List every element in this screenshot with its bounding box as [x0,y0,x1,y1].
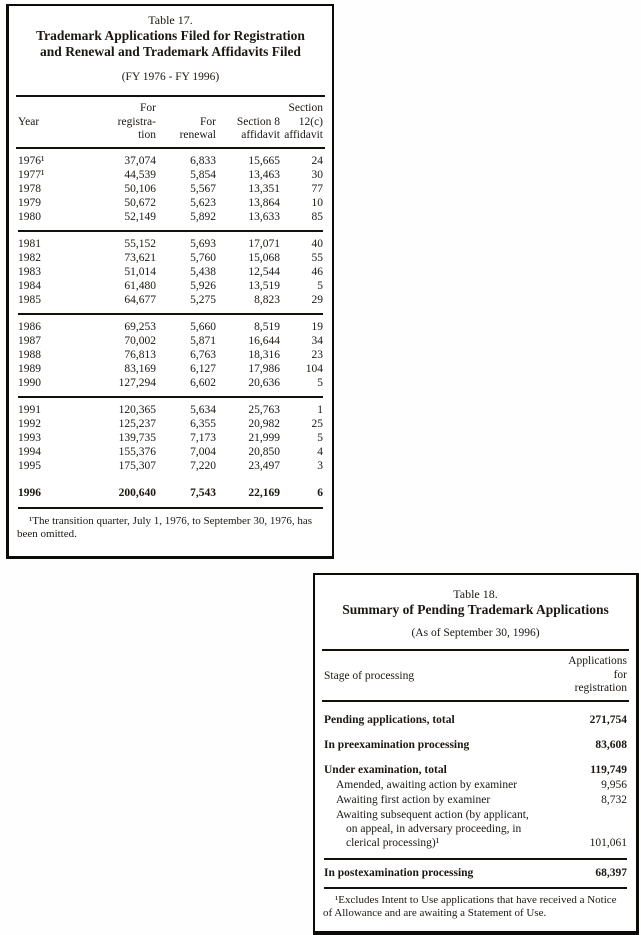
stage-row [324,713,627,727]
value-cell: 6,833 [190,154,216,167]
value-cell: 200,640 [118,486,156,499]
value-cell: 30 [311,168,323,181]
year-cell: 1993 [18,431,41,444]
table-row [18,403,323,417]
value-cell: 52,149 [124,210,156,223]
value-cell: 5,926 [190,279,216,292]
year-cell: 1983 [18,265,41,278]
applications-for-registration-header: Applications for registration [568,655,627,694]
stage-label-line: Awaiting subsequent action (by applicant, [336,808,529,821]
value-cell: 5,854 [190,168,216,181]
table-row [18,486,323,500]
stage-row [324,793,627,807]
stage-row [324,858,627,880]
year-cell: 1990 [18,376,41,389]
table-row [18,265,323,279]
value-cell: 6,355 [190,417,216,430]
table-row [18,168,323,182]
value-cell: 6,127 [190,362,216,375]
value-cell: 7,220 [190,459,216,472]
year-cell: 1994 [18,445,41,458]
value-cell: 7,543 [190,486,216,499]
table-18-footnote: ¹Excludes Intent to Use applications that have received a Notice of Allowance and are awaiting a Statement of Use. [323,893,617,919]
value-cell: 34 [311,334,323,347]
table-row [18,362,323,376]
value-cell: 5,660 [190,320,216,333]
table-18-title: Summary of Pending Trademark Applications [342,602,609,617]
column-header-year: Year [18,115,40,128]
year-cell: 1979 [18,196,41,209]
value-cell: 55 [311,251,323,264]
value-cell: 21,999 [248,431,280,444]
value-cell: 10 [311,196,323,209]
value-cell: 69,253 [124,320,156,333]
table-17-subtitle: (FY 1976 - FY 1996) [121,71,220,83]
value-cell: 50,106 [124,182,156,195]
value-cell: 1 [317,403,323,416]
value-cell: 13,633 [248,210,280,223]
year-cell: 1995 [18,459,41,472]
table-row [18,237,323,251]
stage-value: 101,061 [589,836,627,849]
year-cell: 1985 [18,293,41,306]
value-cell: 25 [311,417,323,430]
value-cell: 5,871 [190,334,216,347]
value-cell: 70,002 [124,334,156,347]
value-cell: 139,735 [118,431,156,444]
table-row [18,210,323,224]
t18-body [324,713,627,889]
stage-row [324,778,627,792]
value-cell: 20,982 [248,417,280,430]
stage-label: Pending applications, total [324,713,455,726]
stage-label: Awaiting first action by examiner [336,793,491,806]
table-row [18,279,323,293]
stage-label: Under examination, total [324,763,447,776]
stage-value: 83,608 [595,738,627,751]
year-group [18,313,323,396]
stage-value: 271,754 [589,713,627,726]
value-cell: 5,892 [190,210,216,223]
value-cell: 44,539 [124,168,156,181]
table-row [18,320,323,334]
value-cell: 175,307 [118,459,156,472]
value-cell: 6,763 [190,348,216,361]
column-header-for-renewal: For renewal [179,115,216,141]
value-cell: 16,644 [248,334,280,347]
value-cell: 20,636 [248,376,280,389]
year-cell: 1981 [18,237,41,250]
stage-of-processing-header: Stage of processing [324,670,415,682]
year-cell: 1977¹ [18,168,45,181]
year-group [18,396,323,479]
value-cell: 3 [317,459,323,472]
value-cell: 19 [311,320,323,333]
stage-value: 119,749 [590,763,627,776]
value-cell: 5,634 [190,403,216,416]
stage-row [324,763,627,777]
stage-label-line: on appeal, in adversary proceeding, in [346,822,522,835]
value-cell: 76,813 [124,348,156,361]
value-cell: 55,152 [124,237,156,250]
year-group [18,149,323,230]
value-cell: 23 [311,348,323,361]
stage-label-line: clerical processing)¹ [346,836,440,849]
table-row [18,334,323,348]
year-cell: 1991 [18,403,41,416]
value-cell: 5 [317,431,323,444]
value-cell: 8,823 [254,293,280,306]
value-cell: 73,621 [124,251,156,264]
value-cell: 18,316 [248,348,280,361]
value-cell: 25,763 [248,403,280,416]
table-17-footnote: ¹The transition quarter, July 1, 1976, to September 30, 1976, has been omitted. [17,514,313,540]
table-18-panel [313,573,639,935]
value-cell: 13,864 [248,196,280,209]
value-cell: 24 [311,154,323,167]
table-17-panel [6,4,334,559]
value-cell: 29 [311,293,323,306]
table-row [18,445,323,459]
value-cell: 5,693 [190,237,216,250]
table-row [18,417,323,431]
table-row [18,196,323,210]
stage-row [324,738,627,752]
value-cell: 51,014 [124,265,156,278]
value-cell: 5 [317,279,323,292]
value-cell: 12,544 [248,265,280,278]
value-cell: 17,071 [248,237,280,250]
value-cell: 6 [317,486,323,499]
table-18-caption: Table 18. [453,587,498,601]
value-cell: 77 [311,182,323,195]
value-cell: 50,672 [124,196,156,209]
table-row [18,459,323,473]
stage-label: Amended, awaiting action by examiner [336,778,518,791]
table-row [18,293,323,307]
value-cell: 22,169 [248,486,280,499]
year-cell: 1978 [18,182,41,195]
value-cell: 7,173 [190,431,216,444]
value-cell: 5,438 [190,265,216,278]
value-cell: 104 [305,362,323,375]
horizontal-rule [322,700,629,702]
value-cell: 127,294 [118,376,156,389]
year-cell: 1984 [18,279,41,292]
value-cell: 20,850 [248,445,280,458]
t17-header-row [18,97,323,147]
value-cell: 5,275 [190,293,216,306]
year-cell: 1992 [18,417,41,430]
value-cell: 5,760 [190,251,216,264]
table-18-subtitle: (As of September 30, 1996) [411,627,540,639]
t18-header-row [324,651,627,700]
value-cell: 6,602 [190,376,216,389]
value-cell: 37,074 [124,154,156,167]
column-header-section12c-affidavit: Section 12(c) affidavit [284,102,323,141]
value-cell: 125,237 [118,417,156,430]
table-row [18,376,323,390]
value-cell: 40 [311,237,323,250]
value-cell: 17,986 [248,362,280,375]
column-header-section8-affidavit: Section 8 affidavit [236,115,280,141]
column-header-for-registration: For registra- tion [117,102,156,141]
table-row [18,251,323,265]
table-row [18,348,323,362]
year-cell: 1989 [18,362,41,375]
value-cell: 85 [311,210,323,223]
value-cell: 5,567 [190,182,216,195]
stage-label [324,808,529,850]
value-cell: 8,519 [254,320,280,333]
value-cell: 155,376 [118,445,156,458]
year-cell: 1980 [18,210,41,223]
stage-value: 8,732 [601,793,627,806]
value-cell: 13,519 [248,279,280,292]
year-group [18,230,323,313]
table-17-caption: Table 17. [148,13,193,27]
value-cell: 4 [317,445,323,458]
stage-label: In postexamination processing [324,866,474,879]
value-cell: 83,169 [124,362,156,375]
value-cell: 5 [317,376,323,389]
value-cell: 13,463 [248,168,280,181]
table-row [18,182,323,196]
value-cell: 5,623 [190,196,216,209]
value-cell: 15,068 [248,251,280,264]
value-cell: 46 [311,265,323,278]
table-17-title-line-1: Trademark Applications Filed for Registration [36,28,305,43]
year-cell: 1987 [18,334,41,347]
year-cell: 1976¹ [18,154,45,167]
stage-value: 68,397 [595,866,627,879]
table-17-title-line-2: and Renewal and Trademark Affidavits Filed [40,44,301,59]
value-cell: 64,677 [124,293,156,306]
table-row [18,154,323,168]
year-group [18,479,323,507]
value-cell: 15,665 [248,154,280,167]
stage-value: 9,956 [601,778,627,791]
value-cell: 120,365 [118,403,156,416]
stage-row [324,808,627,850]
year-cell: 1986 [18,320,41,333]
value-cell: 7,004 [190,445,216,458]
year-cell: 1996 [18,486,41,499]
year-cell: 1988 [18,348,41,361]
stage-label: In preexamination processing [324,738,470,751]
value-cell: 23,497 [248,459,280,472]
value-cell: 61,480 [124,279,156,292]
value-cell: 13,351 [248,182,280,195]
t17-body [18,149,323,509]
table-row [18,431,323,445]
year-cell: 1982 [18,251,41,264]
